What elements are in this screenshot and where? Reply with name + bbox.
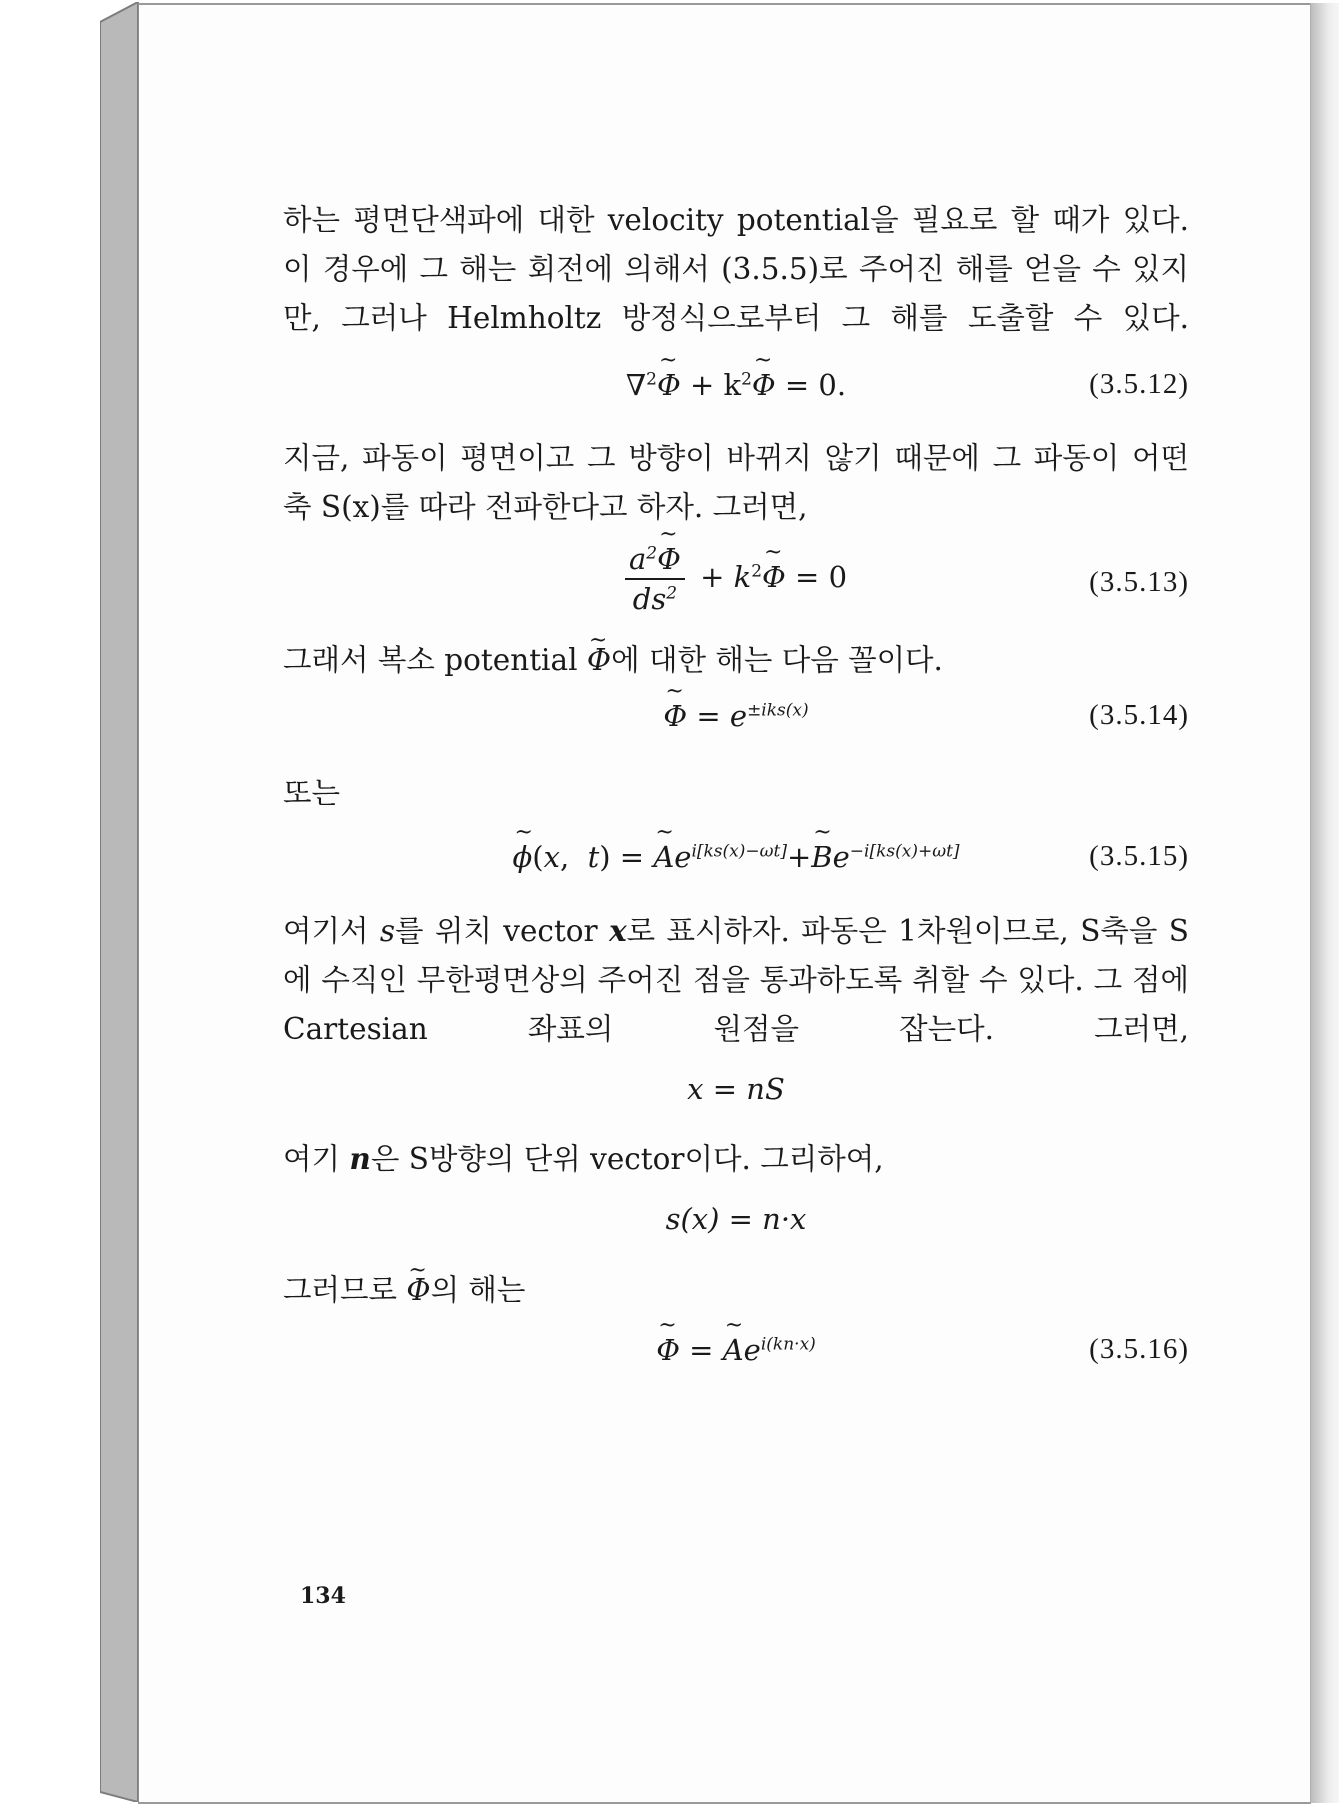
page-edge: [1310, 3, 1339, 1803]
equation-3-5-15: [283, 830, 1189, 894]
equation-number: (3.5.13): [1089, 566, 1189, 598]
equation-math: s(x) = n·x: [665, 1202, 807, 1236]
equation-x-ns: [283, 1064, 1189, 1128]
equation-math: ~ ϕ(x, t) = ~ $Ae^{i[ks(x)-\omega t]}+\sim$ $Be^{-i[ks(x)+\omega t]}$: [283, 840, 1189, 874]
page-number: 134: [300, 1583, 346, 1609]
equation-math: ~ $\Phi = e^{\pm iks(x)}$: [283, 699, 1189, 733]
equation-3-5-16: [283, 1327, 1189, 1391]
equation-math: $\frac{a^2\sim \Phi}{ds^2}$ + $k^2\sim$ Φ = 0: [283, 542, 1189, 616]
equation-math: ∇$^2$~ $\Phi + k^2\sim$ Φ = 0.: [283, 368, 1189, 402]
page-content: [283, 196, 1189, 1391]
equation-number: (3.5.15): [1089, 840, 1189, 872]
equation-3-5-12: [283, 358, 1189, 422]
equation-number: (3.5.12): [1089, 368, 1189, 400]
equation-math: ~ Φ = ~ $Ae^{i(kn\cdot x)}$: [283, 1333, 1189, 1367]
book-spine: [100, 2, 140, 1802]
equation-math: x = nS: [687, 1072, 785, 1106]
paragraph-4: 또는: [283, 776, 340, 810]
equation-3-5-14: [283, 691, 1189, 755]
paragraph-7: 그러므로 ~ Φ의 해는: [283, 1266, 1189, 1315]
equation-3-5-13: [283, 538, 1189, 630]
paragraph-3: 그래서 복소 potential ~ Φ에 대한 해는 다음 꼴이다.: [283, 636, 1189, 685]
equation-number: (3.5.16): [1089, 1333, 1189, 1365]
paragraph-1: 하는 평면단색파에 대한 velocity potential을 필요로 할 때가 있다. 이 경우에 그 해는 회전에 의해서 (3.5.5)로 주어진 해를 얻을 수 있지만, 그러나 Helmholtz 방정식으로부터 그 해를 도출할 수 있다.: [283, 203, 1190, 335]
paragraph-6: 여기 n은 S방향의 단위 vector이다. 그리하여,: [283, 1141, 884, 1176]
equation-number: (3.5.14): [1089, 699, 1189, 731]
paragraph-2: 지금, 파동이 평면이고 그 방향이 바뀌지 않기 때문에 그 파동이 어떤 축 S(x)를 따라 전파한다고 하자. 그러면,: [283, 441, 1189, 524]
paragraph-5: 여기서 s를 위치 vector x로 표시하자. 파동은 1차원이므로, S축을 S에 수직인 무한평면상의 주어진 점을 통과하도록 취할 수 있다. 그 점에 Cartesian 좌표의 원점을 잡는다. 그러면,: [283, 913, 1189, 1046]
